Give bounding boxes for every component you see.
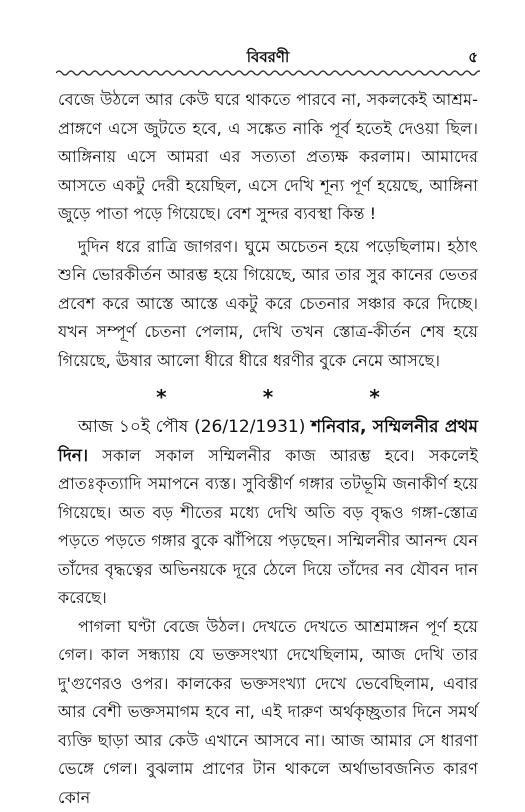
paragraph-2: দুদিন ধরে রাত্রি জাগরণ। ঘুমে অচেতন হয়ে পড়েছিলাম। হঠাৎ শুনি ভোরকীর্তন আরম্ভ হয়ে গিয়েছে, আর তার সুর কানের ভেতর প্রবেশ করে আস্তে আস্তে একটু করে চেতনার সঞ্চার করে দিচ্ছে। যখন সম্পূর্ণ চেতনা পেলাম, দেখি তখন স্তোত্র-কীর্তন শেষ হয়ে গিয়েছে, ঊষার আলো ধীরে ধীরে ধরণীর বুকে নেমে আসছে।: [58, 233, 478, 376]
section-break-star: *: [156, 375, 166, 413]
body-text: [58, 86, 478, 812]
paragraph-3-text: সকাল সকাল সম্মিলনীর কাজ আরম্ভ হবে। সকলেই প্রাতঃকৃত্যাদি সমাপনে ব্যস্ত। সুবিস্তীর্ণ গঙ্গার তটভূমি জনাকীর্ণ হয়ে গিয়েছে। অত বড় শীতের মধ্যে দেখি অতি বড় বৃদ্ধও গঙ্গা-স্তোত্র পড়তে পড়তে গঙ্গার বুকে ঝাঁপিয়ে পড়ছেন। সম্মিলনীর আনন্দ যেন তাঁদের বৃদ্ধত্বের অভিনয়কে দূরে ঠেলে দিয়ে তাঁদের নব যৌবন দান করেছে।: [58, 446, 478, 608]
section-break-star: *: [263, 375, 273, 413]
wavy-rule: [56, 68, 480, 78]
running-title: বিবরণী: [58, 46, 478, 71]
page-number: ৫: [468, 46, 478, 71]
section-break: [58, 375, 478, 413]
paragraph-3: [58, 413, 478, 613]
paragraph-4: পাগলা ঘণ্টা বেজে উঠল। দেখতে দেখতে আশ্রমাঙ্গন পূর্ণ হয়ে গেল। কাল সন্ধ্যায় যে ভক্তসংখ্যা দেখেছিলাম, আজ দেখি তার দু'গুণেরও ওপর। কালকের ভক্তসংখ্যা দেখে ভেবেছিলাম, এবার আর বেশী ভক্তসমাগম হবে না, এই দারুণ অর্থকৃচ্ছ্রতার দিনে সমর্থ ব্যক্তি ছাড়া আর কেউ এখানে আসবে না। আজ আমার সে ধারণা ভেঙ্গে গেল। বুঝলাম প্রাণের টান থাকলে অর্থাভাবজনিত কারণ কোন: [58, 613, 478, 812]
date-heading-bold: শনিবার, সম্মিলনীর প্রথম দিন।: [58, 417, 478, 466]
section-break-star: *: [369, 375, 379, 413]
page-header: [58, 44, 478, 68]
paragraph-1: বেজে উঠলে আর কেউ ঘরে থাকতে পারবে না, সকলকেই আশ্রম-প্রাঙ্গণে এসে জুটতে হবে, এ সঙ্কেত নাকি পূর্ব হতেই দেওয়া ছিল। আঙ্গিনায় এসে আমরা এর সত্যতা প্রত্যক্ষ করলাম। আমাদের আসতে একটু দেরী হয়েছিল, এসে দেখি শূন্য পূর্ণ হয়েছে, আঙ্গিনা জুড়ে পাতা পড়ে গিয়েছে। বেশ সুন্দর ব্যবস্থা কিন্ত !: [58, 86, 478, 229]
date-lead: আজ ১০ই পৌষ (26/12/1931): [78, 417, 311, 437]
